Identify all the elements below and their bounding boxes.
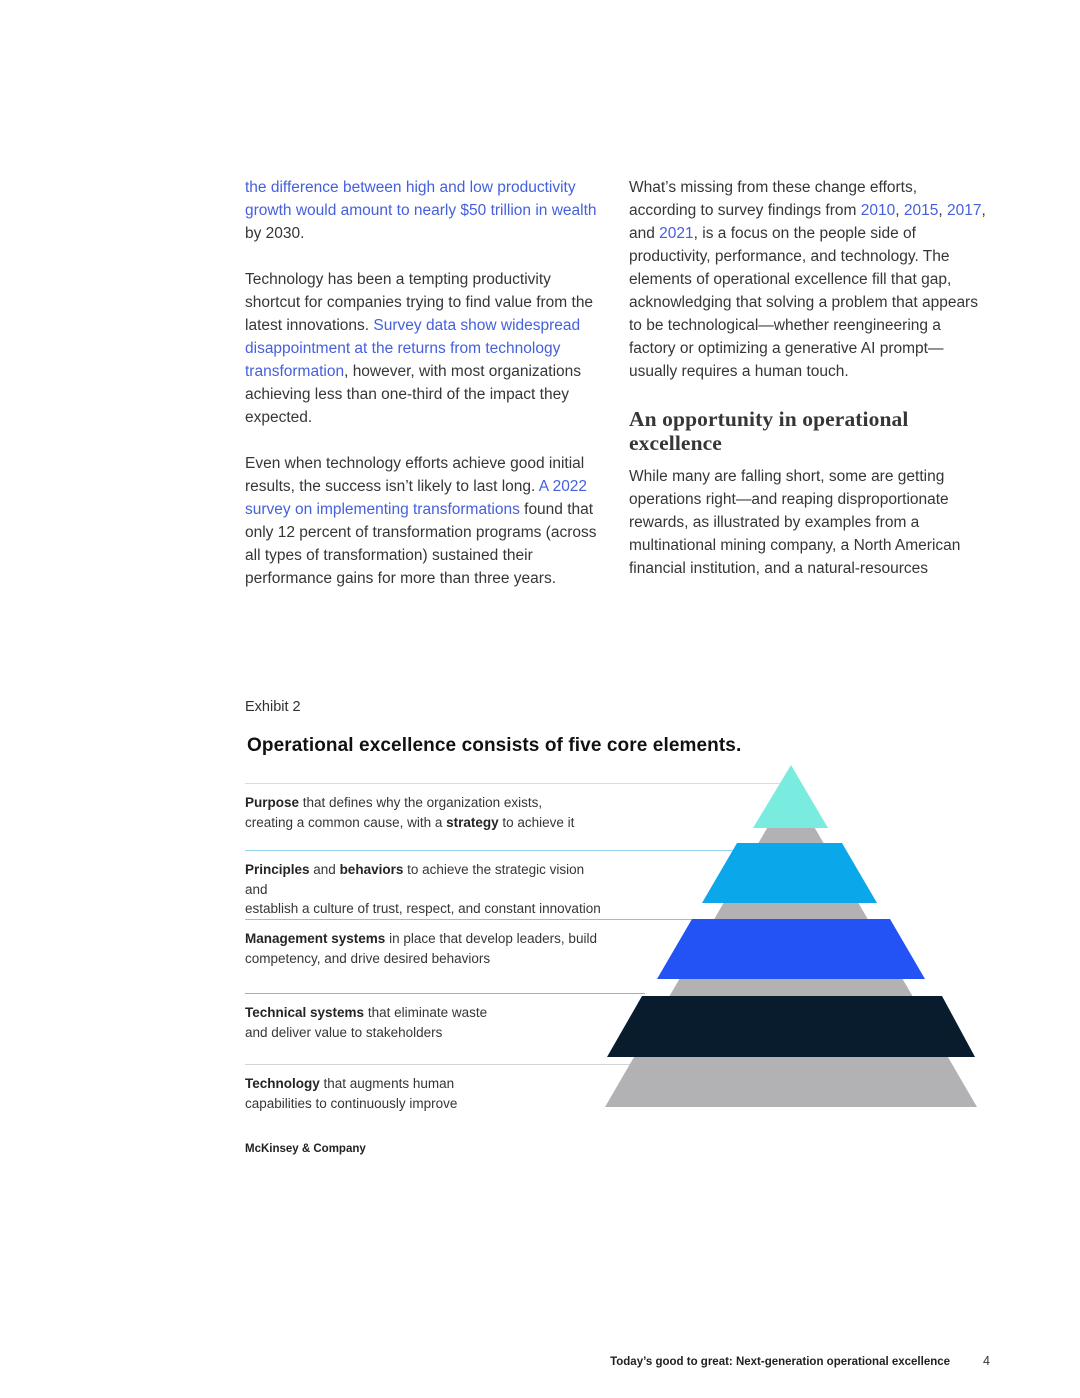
paragraph [629,176,987,383]
text-segment: competency, and drive desired behaviors [245,950,491,966]
footer-page-number: 4 [983,1354,990,1368]
text-segment: establish a culture of trust, respect, and constant innovation [245,901,601,916]
pyramid-diagram [600,755,990,1115]
text-segment: creating a common cause, with a [245,814,447,830]
text-segment: in place that develop leaders, build [385,931,597,946]
text-segment: , is a focus on the people side of productivity, performance, and technology. The elements of operational excellence fill that gap, acknowledging that solving a problem that appears to be technological—whether reengineering a factory or optimizing a generative AI prompt—usually requires a human touch. [629,225,978,380]
exhibit-row-technical-systems [245,993,645,1042]
left-column [245,176,603,613]
text-segment: Purpose [245,795,300,810]
text-segment: While many are falling short, some are getting operations right—and reaping disproportionate rewards, as illustrated by examples from a multinational mining company, a North American financial institution, and a natural-resources [629,468,961,577]
text-segment: , however, with most organizations achieving less than one-third of the impact they expected. [245,363,581,426]
text-segment: Technology [245,1076,320,1091]
text-segment: strategy [446,814,499,830]
text-segment: that augments human [319,1076,455,1091]
inline-link[interactable]: the difference between high and low productivity growth would amount to nearly $50 trillion in wealth [245,179,597,219]
footer-title: Today’s good to great: Next-generation operational excellence [610,1356,951,1368]
inline-link[interactable]: 2017 [946,202,982,219]
exhibit-source: McKinsey & Company [245,1143,366,1155]
row-rule [245,1064,631,1065]
text-segment: excellence [629,431,722,455]
inline-link[interactable]: 2021 [659,225,694,242]
paragraph [245,176,603,245]
row-text [245,1003,605,1042]
inline-link[interactable]: 2015 [903,202,939,219]
row-rule [245,993,645,994]
inline-link[interactable]: A 2022 survey on implementing transformations [245,478,588,518]
paragraph [245,268,603,429]
text-segment: , and [629,202,986,242]
inline-link[interactable]: 2010 [860,202,896,219]
row-text [245,860,605,919]
exhibit-label: Exhibit 2 [245,699,301,715]
row-text [245,793,605,832]
pyramid-layer-technical-systems [607,996,975,1057]
right-column [629,176,987,603]
text-segment: , [895,202,904,219]
text-segment: and [309,862,340,877]
section-heading [629,407,987,455]
text-segment: Management systems [245,931,386,946]
inline-link[interactable]: Survey data show widespread disappointment at the returns from technology transformation [245,317,581,380]
row-text [245,1074,605,1113]
row-text [245,929,605,968]
paragraph [245,452,603,590]
text-segment: Even when technology efforts achieve good initial results, the success isn’t likely to last long. [245,455,585,495]
text-segment: capabilities to continuously improve [245,1095,458,1111]
text-segment: and deliver value to stakeholders [245,1024,443,1040]
page-footer [610,1354,990,1368]
text-segment: Technical systems [245,1005,365,1020]
text-segment: to achieve it [498,814,575,830]
text-segment: , [938,202,947,219]
text-segment: to achieve the strategic vision and [245,862,585,897]
pyramid-layer-principles-behaviors [702,843,877,903]
text-segment: by 2030. [245,225,305,242]
pyramid-layer-purpose [753,765,828,828]
exhibit-row-technology [245,1064,631,1113]
text-segment: An opportunity in operational [629,407,909,431]
text-segment: Principles [245,862,310,877]
paragraph [629,465,987,580]
text-segment: that defines why the organization exists, [299,795,543,810]
text-segment: behaviors [339,862,404,877]
exhibit-title: Operational excellence consists of five core elements. [247,735,742,756]
text-segment: What’s missing from these change efforts, according to survey findings from [629,179,918,219]
text-segment: that eliminate waste [364,1005,488,1020]
pyramid-layer-management-systems [657,919,925,979]
text-segment: Technology has been a tempting productivity shortcut for companies trying to find value from the latest innovations. [245,271,594,334]
text-segment: found that only 12 percent of transformation programs (across all types of transformation) sustained their performance gains for more than three years. [245,501,597,587]
